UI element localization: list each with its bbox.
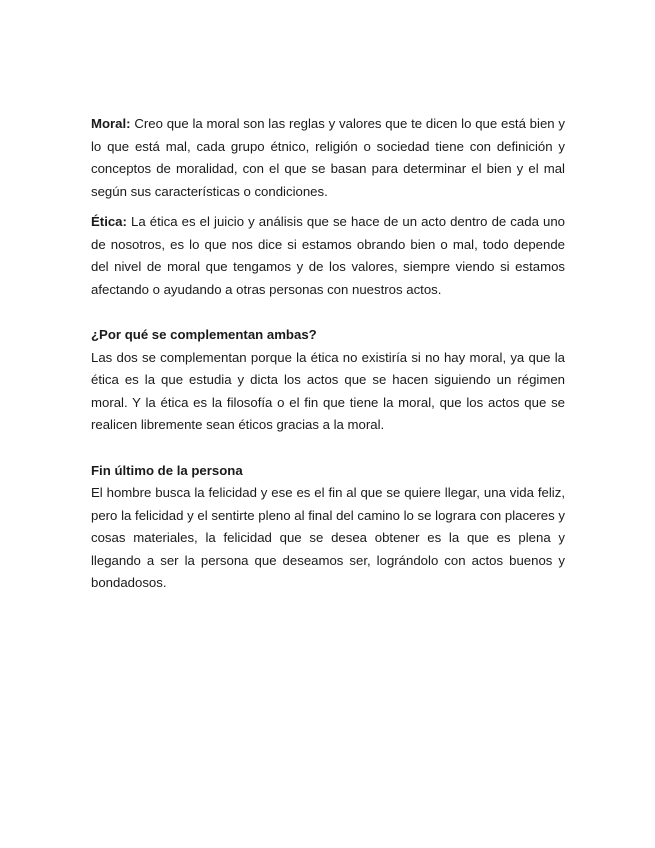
document-page xyxy=(91,113,565,595)
fin-ultimo-heading: Fin último de la persona xyxy=(91,462,243,478)
etica-text: La ética es el juicio y análisis que se hace de un acto dentro de cada uno de nosotros, es lo que nos dice si estamos obrando bien o mal, todo depende del nivel de moral que tengamos y de los valores, siempre viendo si estamos afectando o ayudando a otras personas con nuestros actos. xyxy=(91,214,565,297)
etica-term: Ética: xyxy=(91,214,127,229)
etica-paragraph xyxy=(91,211,565,301)
complementan-heading: ¿Por qué se complementan ambas? xyxy=(91,327,317,342)
moral-paragraph xyxy=(91,113,565,203)
fin-ultimo-paragraph: El hombre busca la felicidad y ese es el fin al que se quiere llegar, una vida feliz, pero la felicidad y el sentirte pleno al final del camino lo se lograra con placeres y cosas materiales, la felicidad que se desea obtener es la que es plena y llegando a ser la persona que deseamos ser, lográndolo con actos buenos y bondadosos. xyxy=(91,485,565,590)
moral-term: Moral: xyxy=(91,116,131,131)
moral-text: Creo que la moral son las reglas y valores que te dicen lo que está bien y lo que está mal, cada grupo étnico, religión o sociedad tiene con definición y conceptos de moralidad, con el que se basan para determinar el bien y el mal según sus características o condiciones. xyxy=(91,116,565,199)
complementan-paragraph: Las dos se complementan porque la ética no existiría si no hay moral, ya que la ética es la que estudia y dicta los actos que se hacen siguiendo un régimen moral. Y la ética es la filosofía o el fin que tiene la moral, que los actos que se realicen libremente sean éticos gracias a la moral. xyxy=(91,349,565,432)
